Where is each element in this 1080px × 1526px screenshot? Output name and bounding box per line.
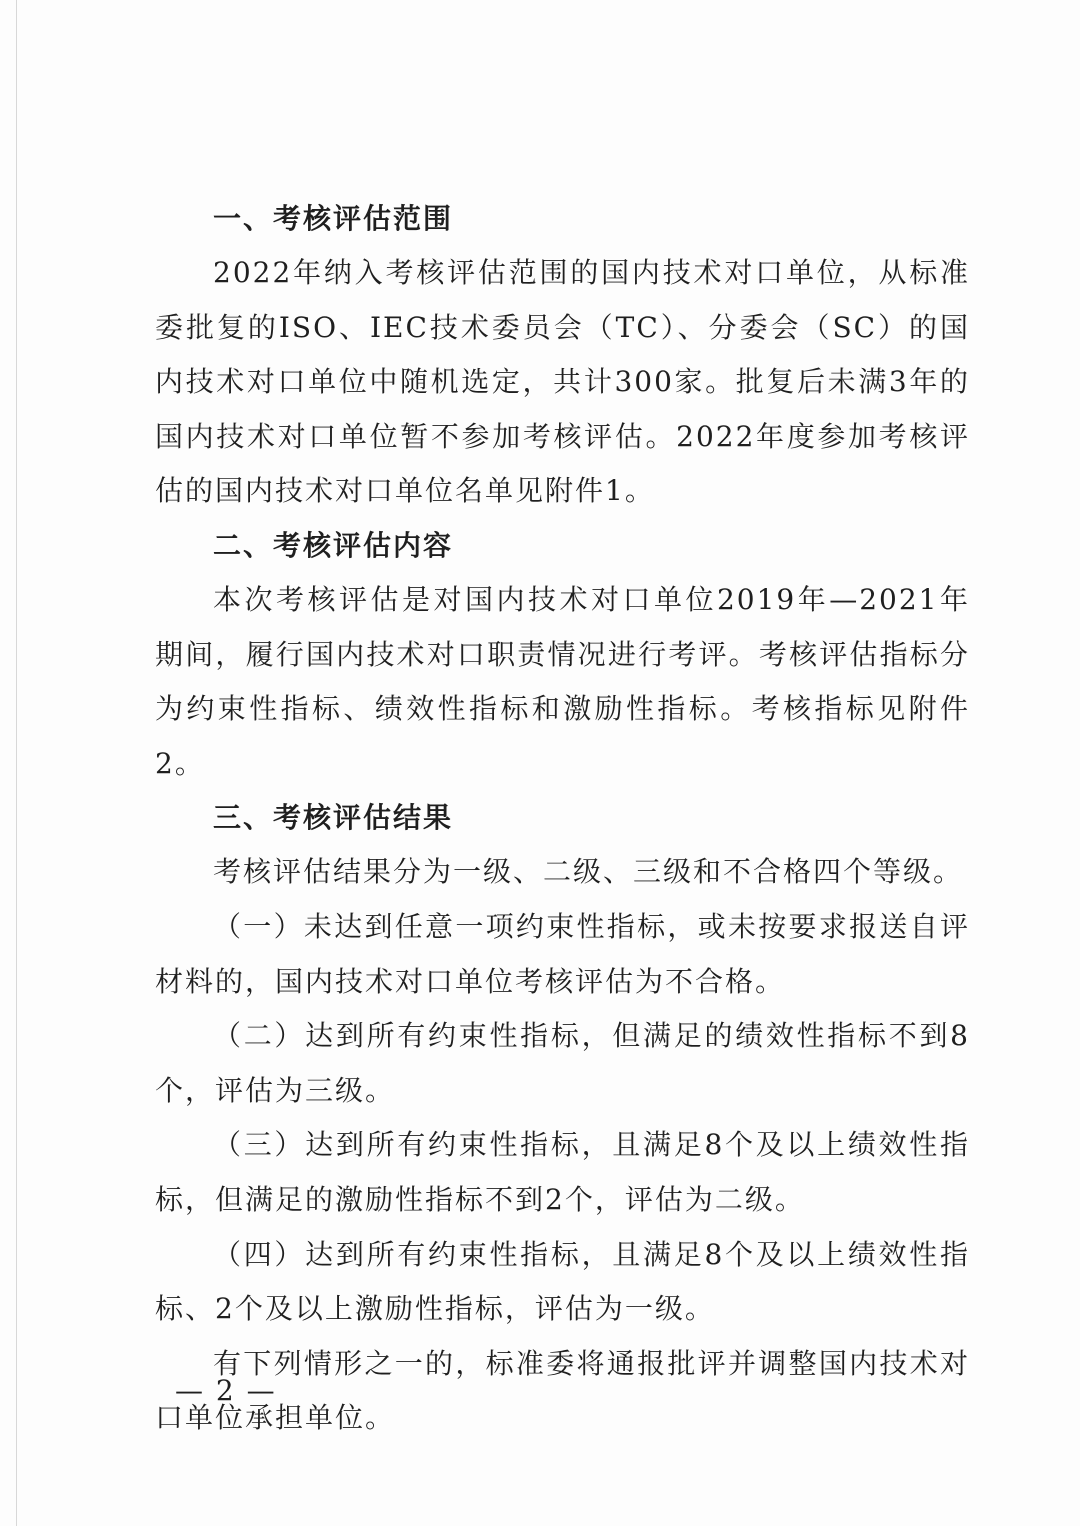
section-heading-results: 三、考核评估结果 bbox=[213, 801, 454, 835]
page-number: — 2 — bbox=[175, 1374, 277, 1407]
paragraph-content: 本次考核评估是对国内技术对口单位2019年—2021年期间，履行国内技术对口职责情况进行考评。考核评估指标分为约束性指标、绩效性指标和激励性指标。考核指标见附件2。 bbox=[155, 582, 970, 780]
paragraph-results-levels: 考核评估结果分为一级、二级、三级和不合格四个等级。 bbox=[213, 855, 964, 889]
section-heading-scope: 一、考核评估范围 bbox=[213, 202, 454, 235]
document-body bbox=[155, 192, 970, 1446]
page-edge-line bbox=[16, 0, 17, 1526]
paragraph-results-item-2: （二）达到所有约束性指标，但满足的绩效性指标不到8个，评估为三级。 bbox=[155, 1019, 970, 1107]
paragraph-results-penalty: 有下列情形之一的，标准委将通报批评并调整国内技术对口单位承担单位。 bbox=[155, 1346, 970, 1435]
paragraph-results-item-1: （一）未达到任意一项约束性指标，或未按要求报送自评材料的，国内技术对口单位考核评估为不合格。 bbox=[155, 909, 970, 998]
paragraph-results-item-4: （四）达到所有约束性指标，且满足8个及以上绩效性指标、2个及以上激励性指标，评估为一级。 bbox=[155, 1237, 970, 1326]
paragraph-results-item-3: （三）达到所有约束性指标，且满足8个及以上绩效性指标，但满足的激励性指标不到2个，评估为二级。 bbox=[155, 1128, 970, 1216]
paragraph-scope: 2022年纳入考核评估范围的国内技术对口单位，从标准委批复的ISO、IEC技术委员会（TC）、分委会（SC）的国内技术对口单位中随机选定，共计300家。批复后未满3年的国内技术对口单位暂不参加考核评估。2022年度参加考核评估的国内技术对口单位名单见附件1。 bbox=[155, 256, 970, 508]
section-heading-content: 二、考核评估内容 bbox=[213, 528, 454, 562]
